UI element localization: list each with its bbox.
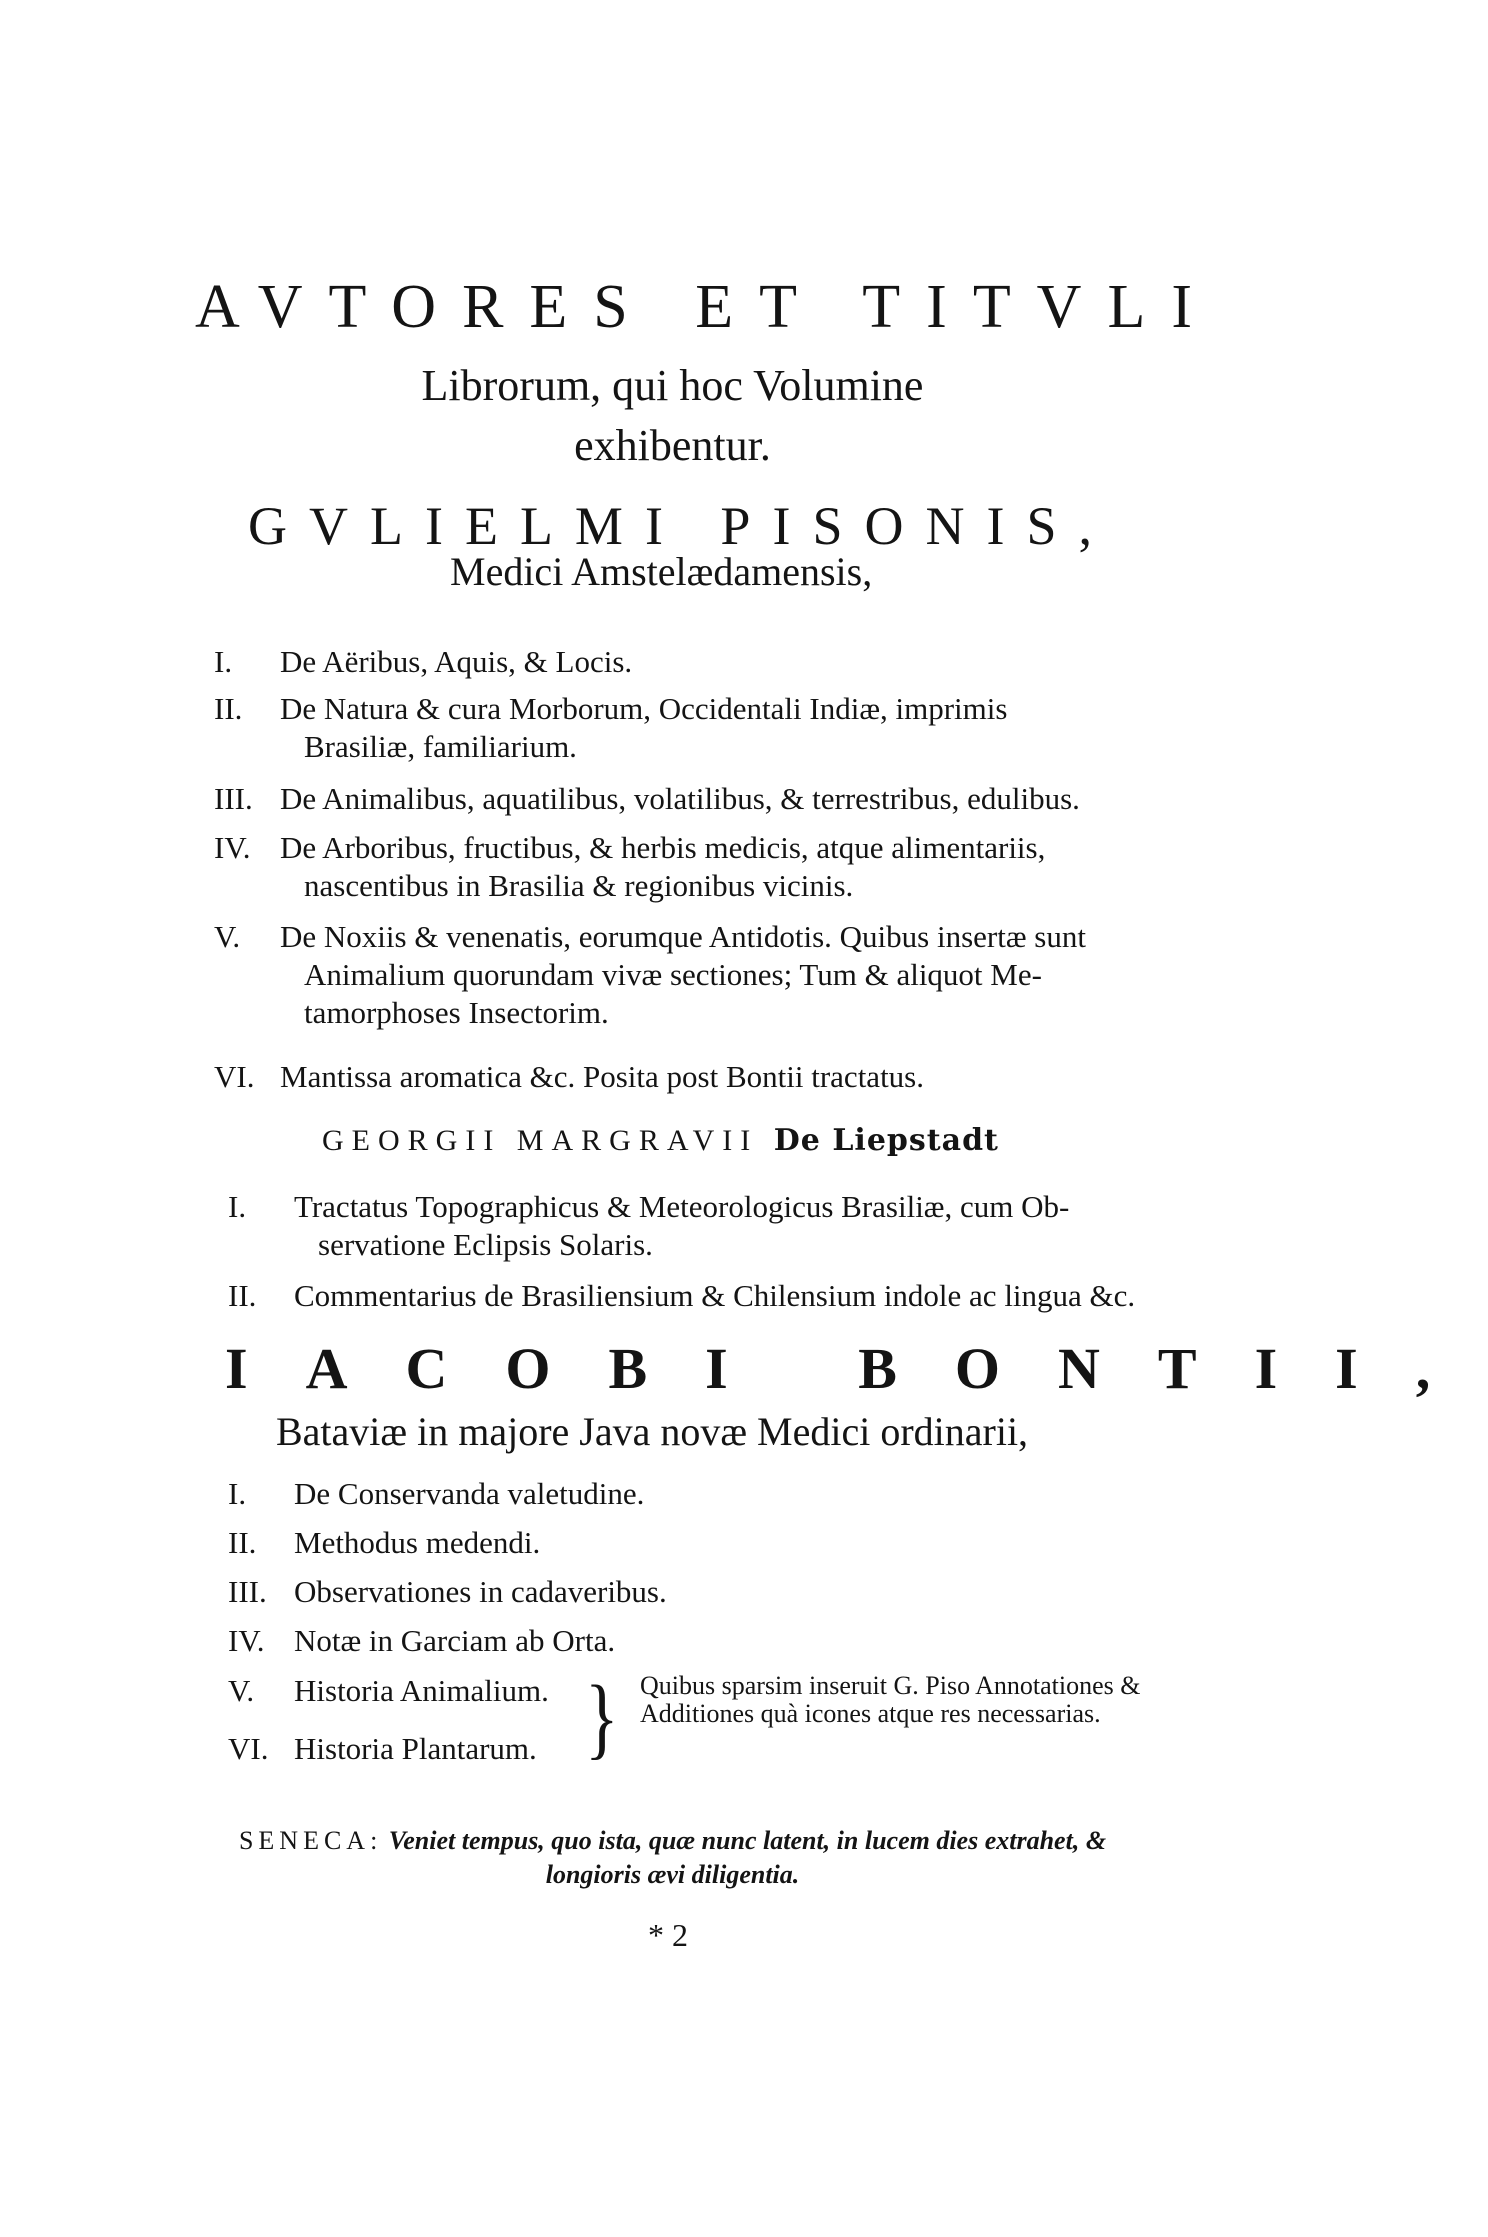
author-piso-heading: GVLIELMI PISONIS, <box>248 496 1114 556</box>
item-number: VI. <box>214 1059 255 1094</box>
item-text: Methodus medendi. <box>294 1525 541 1560</box>
quote-line-2: longioris ævi diligentia. <box>545 1860 800 1889</box>
subtitle-line-1: Librorum, qui hoc Volumine <box>421 361 924 410</box>
item-text: Historia Animalium. <box>294 1673 549 1708</box>
item-number: II. <box>214 691 243 726</box>
bontius-item-5 <box>228 1672 549 1710</box>
item-text: De Natura & cura Morborum, Occidentali Indiæ, imprimis <box>280 691 1008 726</box>
piso-item-2 <box>214 690 1007 766</box>
item-text: Historia Plantarum. <box>294 1731 537 1766</box>
item-number: VI. <box>228 1731 269 1766</box>
page-title: AVTORES ET TITVLI <box>195 273 1218 341</box>
item-text: Observationes in cadaveribus. <box>294 1574 667 1609</box>
item-number: I. <box>228 1189 247 1224</box>
item-number: V. <box>214 919 241 954</box>
piso-item-6 <box>214 1058 924 1096</box>
bontius-item-4 <box>228 1622 615 1660</box>
author-name: GEORGII MARGRAVII <box>322 1124 759 1157</box>
bontius-item-1 <box>228 1475 644 1513</box>
item-text: De Arboribus, fructibus, & herbis medicis, atque alimentariis, <box>280 830 1046 865</box>
item-text: Mantissa aromatica &c. Posita post Bontii tractatus. <box>280 1059 924 1094</box>
item-text-continued: servatione Eclipsis Solaris. <box>318 1227 653 1262</box>
bontius-annotation-note: Quibus sparsim inseruit G. Piso Annotationes & Additiones quà icones atque res necessarias. <box>640 1671 1141 1728</box>
bontius-item-3 <box>228 1573 667 1611</box>
item-text: Notæ in Garciam ab Orta. <box>294 1623 616 1658</box>
item-number: IV. <box>214 830 251 865</box>
item-number: I. <box>228 1476 247 1511</box>
piso-item-5 <box>214 918 1086 1032</box>
item-text: De Conservanda valetudine. <box>294 1476 645 1511</box>
margravius-item-1 <box>228 1188 1069 1264</box>
author-bontius-heading: IACOBI BONTII, <box>225 1336 1488 1401</box>
bontius-item-6 <box>228 1730 537 1768</box>
item-text: De Noxiis & venenatis, eorumque Antidotis. Quibus insertæ sunt <box>280 919 1086 954</box>
item-number: IV. <box>228 1623 265 1658</box>
item-text-continued: Brasiliæ, familiarium. <box>304 729 577 764</box>
item-text-continued: tamorphoses Insectorim. <box>304 995 609 1030</box>
author-bontius-subtitle: Bataviæ in majore Java novæ Medici ordinarii, <box>276 1409 1029 1454</box>
author-piso-subtitle: Medici Amstelædamensis, <box>450 549 873 594</box>
signature-mark: * 2 <box>648 1917 688 1953</box>
item-text: Commentarius de Brasiliensium & Chilensium indole ac lingua &c. <box>294 1278 1136 1313</box>
item-text: Tractatus Topographicus & Meteorologicus Brasiliæ, cum Ob- <box>294 1189 1070 1224</box>
author-origin: De Liepstadt <box>773 1123 999 1158</box>
item-text-continued: nascentibus in Brasilia & regionibus vicinis. <box>304 868 854 903</box>
quote-author: SENECA: <box>238 1826 383 1855</box>
subtitle-line-2: exhibentur. <box>574 421 771 470</box>
brace-icon: } <box>585 1668 619 1769</box>
item-number: I. <box>214 644 233 679</box>
item-text: De Aëribus, Aquis, & Locis. <box>280 644 633 679</box>
author-margravius-heading <box>322 1123 999 1158</box>
piso-item-1 <box>214 643 632 681</box>
seneca-quote <box>0 1824 1345 1892</box>
bontius-item-2 <box>228 1524 540 1562</box>
margravius-item-2 <box>228 1277 1135 1315</box>
item-number: II. <box>228 1278 257 1313</box>
item-text-continued: Animalium quorundam vivæ sectiones; Tum & aliquot Me- <box>304 957 1042 992</box>
item-number: V. <box>228 1673 255 1708</box>
item-number: III. <box>228 1574 267 1609</box>
item-number: II. <box>228 1525 257 1560</box>
quote-line-1: Veniet tempus, quo ista, quæ nunc latent, in lucem dies extrahet, & <box>388 1826 1107 1855</box>
piso-item-4 <box>214 829 1045 905</box>
piso-item-3 <box>214 780 1080 818</box>
item-number: III. <box>214 781 253 816</box>
item-text: De Animalibus, aquatilibus, volatilibus, & terrestribus, edulibus. <box>280 781 1080 816</box>
